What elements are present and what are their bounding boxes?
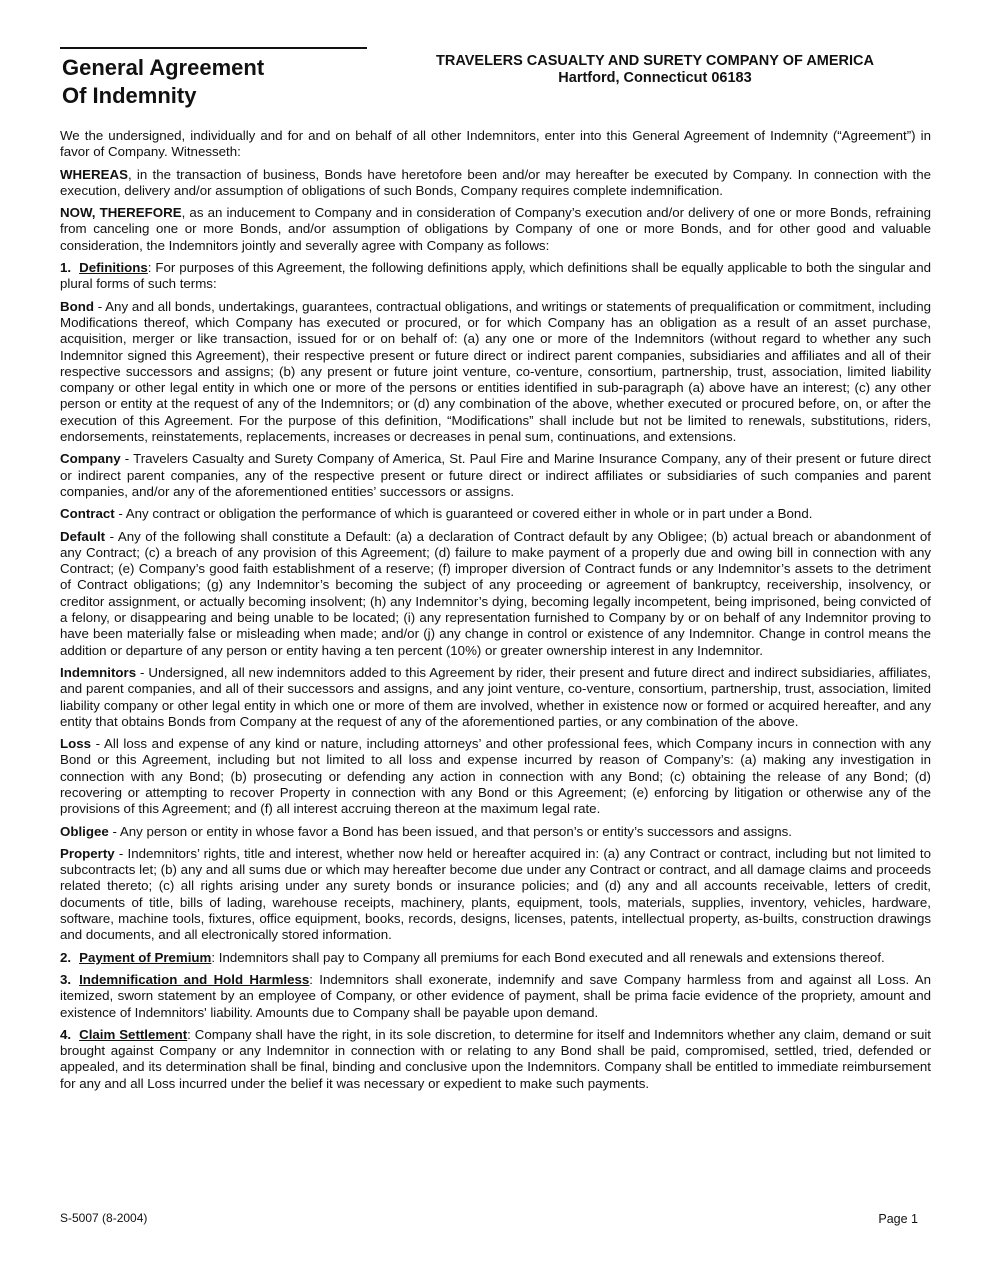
section-number: 4. <box>60 1026 72 1042</box>
company-name: TRAVELERS CASUALTY AND SURETY COMPANY OF AMERICA <box>436 53 874 69</box>
section-text: : Indemnitors shall pay to Company all premiums for each Bond executed and all renewals and extensions thereof. <box>211 949 885 965</box>
title-line-2: Of Indemnity <box>62 83 197 108</box>
definition-text: - Any and all bonds, undertakings, guarantees, contractual obligations, and writings or statements of prequalification or commitment, including Modifications thereof, which Company has executed or procured, or for which Company has an obligation as a result of an asset purchase, acquisition, merger or like transaction, issued for or on behalf of: (a) any one or more of the Indemnitors (without regard to whether any such Indemnitor signed this Agreement), their respective present or future direct or indirect parent companies, subsidiaries and affiliates and all of their respective successors and assigns; (b) any present or future joint venture, co-venture, consortium, partnership, trust, association, limited liability company or other legal entity in which one or more of the persons or entities identified in sub-paragraph (a) above have an interest; (c) any other person or entity at the request of any of the Indemnitors; or (d) any combination of the above, whether executed or procured before, on, or after the execution of this Agreement. For the purpose of this definition, “Modifications” shall include but not be limited to renewals, substitutions, riders, endorsements, reinstatements, replacements, increases or decreases in penal sum, continuations, and extensions. <box>60 298 931 445</box>
section-number: 3. <box>60 971 72 987</box>
whereas-paragraph <box>60 167 931 200</box>
definition-default <box>60 529 931 659</box>
definition-term: Company <box>60 451 121 467</box>
header-rule <box>60 47 367 49</box>
definition-loss <box>60 736 931 817</box>
definition-company <box>60 451 931 500</box>
section-title: Indemnification and Hold Harmless <box>79 971 310 987</box>
title-line-1: General Agreement <box>62 55 265 80</box>
company-address: Hartford, Connecticut 06183 <box>558 70 752 86</box>
section-3-indemnification <box>60 972 931 1021</box>
definition-text: - Any contract or obligation the performance of which is guaranteed or covered either in whole or in part under a Bond. <box>114 506 813 522</box>
definition-bond <box>60 299 931 446</box>
definition-term: Indemnitors <box>60 664 137 680</box>
definition-term: Bond <box>60 298 94 314</box>
now-therefore-term: NOW, THEREFORE <box>60 205 182 221</box>
definition-text: - Travelers Casualty and Surety Company of America, St. Paul Fire and Marine Insurance Company, any of their present or future direct or indirect parent companies, any of the respective present or future direct or indirect affiliates or subsidiaries of such companies and parent companies, and/or any of the aforementioned entities’ successors or assigns. <box>60 451 931 499</box>
section-text: : Company shall have the right, in its sole discretion, to determine for itself and Indemnitors whether any claim, demand or suit brought against Company or any Indemnitor in connection with or relating to any Bond shall be paid, compromised, settled, tried, defended or appealed, and its determination shall be final, binding and conclusive upon the Indemnitors. Company shall be entitled to immediate reimbursement for any and all Loss incurred under the belief it was necessary or expedient to make such payments. <box>60 1026 931 1091</box>
section-title: Claim Settlement <box>79 1026 188 1042</box>
definition-term: Contract <box>60 506 115 522</box>
agreement-body <box>60 128 931 1098</box>
section-number: 1. <box>60 260 72 276</box>
document-title <box>62 54 264 110</box>
definition-term: Obligee <box>60 823 109 839</box>
definition-term: Default <box>60 528 106 544</box>
definition-term: Loss <box>60 736 92 752</box>
section-number: 2. <box>60 949 72 965</box>
company-header <box>380 53 930 87</box>
definition-obligee <box>60 824 931 840</box>
section-text: : Indemnitors shall exonerate, indemnify and save Company harmless from and against all Loss. An itemized, sworn statement by an employee of Company, or other evidence of payment, shall be prima facie evidence of the propriety, amount and existence of Indemnitors' liability. Amounts due to Company shall be payable upon demand. <box>60 971 931 1020</box>
whereas-text: , in the transaction of business, Bonds have heretofore been and/or may hereafter be executed by Company. In connection with the execution, delivery and/or assumption of obligations of such Bonds, Company requires complete indemnification. <box>60 166 931 198</box>
form-number: S-5007 (8-2004) <box>60 1211 148 1225</box>
definition-text: - Indemnitors’ rights, title and interest, whether now held or hereafter acquired in: (a) any Contract or contract, including but not limited to subcontracts let; (b) any and all sums due or which may hereafter become due under any Contract or contract, and all damage claims and proceeds related thereto; (c) all rights arising under any surety bonds or insurance policies; and (d) any and all accounts receivable, letters of credit, documents of title, bills of lading, warehouse receipts, machinery, plants, equipment, tools, materials, supplies, inventory, vehicles, hardware, software, machine tools, fixtures, office equipment, books, records, designs, licenses, patents, intellectual property, as-builts, construction drawings and documents, and all electronically stored information. <box>60 845 931 943</box>
now-therefore-paragraph <box>60 205 931 254</box>
page-number: Page 1 <box>878 1212 918 1226</box>
definition-indemnitors <box>60 665 931 730</box>
definition-term: Property <box>60 845 115 861</box>
definition-text: - Any of the following shall constitute a Default: (a) a declaration of Contract default by any Obligee; (b) actual breach or abandonment of any Contract; (c) a breach of any provision of this Agreement; (d) failure to make payment of a properly due and owing bill in connection with any Contract; (e) Company’s good faith establishment of a reserve; (f) improper diversion of Contract funds or any Indemnitor’s assets to the detriment of Contract obligations; (g) any Indemnitor’s becoming the subject of any proceeding or agreement of bankruptcy, receivership, insolvency, or creditor assignment, or actually becoming insolvent; (h) any Indemnitor’s dying, becoming legally incompetent, being imprisoned, being convicted of a felony, or disappearing and being unable to be located; (i) any representation furnished to Company by or on behalf of any Indemnitor proving to have been materially false or misleading when made; and/or (j) any change in control or existence of any Indemnitor. Change in control means the addition or departure of any person or entity having a ten percent (10%) or greater ownership interest in any Indemnitor. <box>60 528 931 658</box>
now-therefore-text: , as an inducement to Company and in consideration of Company’s execution and/or delivery of one or more Bonds, refraining from canceling one or more Bonds, and/or assumption of obligations by Company of one or more Bonds, and for other good and valuable consideration, the Indemnitors jointly and severally agree with Company as follows: <box>60 205 931 253</box>
section-title: Definitions <box>79 260 148 276</box>
whereas-term: WHEREAS <box>60 166 128 182</box>
definition-text: - Any person or entity in whose favor a Bond has been issued, and that person’s or entity’s successors and assigns. <box>108 823 792 839</box>
definition-text: - All loss and expense of any kind or nature, including attorneys’ and other professional fees, which Company incurs in connection with any Bond or this Agreement, including but not limited to all loss and expense incurred by reason of Company’s: (a) making any investigation in connection with any Bond; (b) prosecuting or defending any action in connection with any Bond; (c) obtaining the release of any Bond; (d) recovering or attempting to recover Property in connection with any Bond or this Agreement; (e) enforcing by litigation or otherwise any of the provisions of this Agreement; and (f) all interest accruing thereon at the maximum legal rate. <box>60 736 931 817</box>
definition-property <box>60 846 931 944</box>
definition-text: - Undersigned, all new indemnitors added to this Agreement by rider, their present and future direct and indirect subsidiaries, affiliates, and parent companies, and all of their successors and assigns, and any joint venture, co-venture, consortium, partnership, trust, association, limited liability company or other legal entity in which one or more of them are involved, whether in existence now or formed or acquired hereafter, and any entity that obtains Bonds from Company at the request of any of the aforementioned parties, or any combination of the above. <box>60 664 931 729</box>
section-2-payment-of-premium <box>60 950 931 966</box>
intro-paragraph: We the undersigned, individually and for and on behalf of all other Indemnitors, enter into this General Agreement of Indemnity (“Agreement”) in favor of Company. Witnesseth: <box>60 128 931 160</box>
section-1-definitions <box>60 260 931 293</box>
section-text: : For purposes of this Agreement, the following definitions apply, which definitions shall be equally applicable to both the singular and plural forms of such terms: <box>60 260 931 292</box>
section-title: Payment of Premium <box>79 949 212 965</box>
definition-contract <box>60 506 931 522</box>
section-4-claim-settlement <box>60 1027 931 1092</box>
